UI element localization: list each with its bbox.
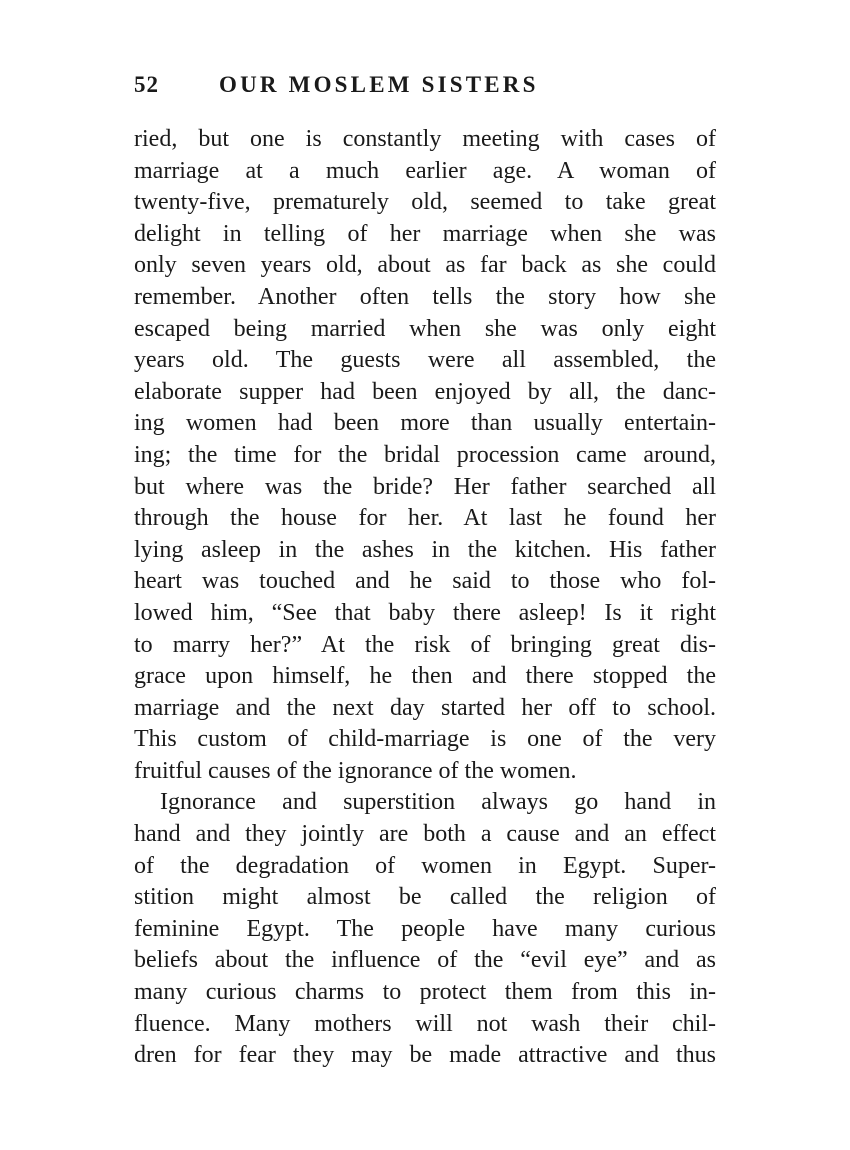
text-line: fruitful causes of the ignorance of the women. bbox=[134, 757, 577, 784]
paragraph-1 bbox=[134, 124, 716, 787]
text-line: ried, but one is constantly meeting with cases of bbox=[134, 126, 716, 152]
text-line: but where was the bride? Her father searched all bbox=[134, 473, 716, 500]
text-line bbox=[134, 1072, 716, 1104]
text-line: marriage and the next day started her off to school. bbox=[134, 694, 716, 721]
text-line: Ignorance and superstition always go hand in bbox=[160, 789, 716, 816]
text-line: feminine Egypt. The people have many curious bbox=[134, 915, 716, 942]
text-line: lowed him, “See that baby there asleep! Is it right bbox=[134, 599, 716, 626]
text-line: grace upon himself, he then and there stopped the bbox=[134, 663, 716, 690]
text-line: fluence. Many mothers will not wash their chil- bbox=[134, 1010, 716, 1037]
text-line: ing; the time for the bridal procession came around, bbox=[134, 441, 716, 468]
text-line: dren for fear they may be made attractive and thus bbox=[134, 1042, 716, 1069]
text-line: This custom of child-marriage is one of the very bbox=[134, 726, 716, 753]
text-line: stition might almost be called the religion of bbox=[134, 884, 716, 911]
text-line: elaborate supper had been enjoyed by all, the danc- bbox=[134, 378, 716, 405]
running-head bbox=[134, 72, 734, 106]
text-line: marriage at a much earlier age. A woman of bbox=[134, 157, 716, 184]
text-line: hand and they jointly are both a cause and an effect bbox=[134, 821, 716, 848]
text-line: of the degradation of women in Egypt. Super- bbox=[134, 852, 716, 879]
text-line: escaped being married when she was only eight bbox=[134, 315, 716, 342]
text-line: many curious charms to protect them from this in- bbox=[134, 979, 716, 1006]
text-line: twenty-five, prematurely old, seemed to take great bbox=[134, 189, 716, 216]
text-line: only seven years old, about as far back as she could bbox=[134, 252, 716, 279]
text-line: heart was touched and he said to those who fol- bbox=[134, 568, 716, 595]
text-line: remember. Another often tells the story how she bbox=[134, 283, 716, 310]
book-title: OUR MOSLEM SISTERS bbox=[219, 72, 539, 97]
text-line: beliefs about the influence of the “evil eye” and as bbox=[134, 947, 716, 974]
text-line: to marry her?” At the risk of bringing great dis- bbox=[134, 631, 716, 658]
text-line: ing women had been more than usually entertain- bbox=[134, 410, 716, 437]
text-line: through the house for her. At last he found her bbox=[134, 505, 716, 532]
text-line: lying asleep in the ashes in the kitchen. His father bbox=[134, 536, 716, 563]
paragraph-2 bbox=[134, 787, 716, 1103]
body-text bbox=[134, 124, 716, 1103]
text-line: years old. The guests were all assembled, the bbox=[134, 347, 716, 374]
text-line: delight in telling of her marriage when she was bbox=[134, 220, 716, 247]
page-number: 52 bbox=[134, 72, 159, 97]
